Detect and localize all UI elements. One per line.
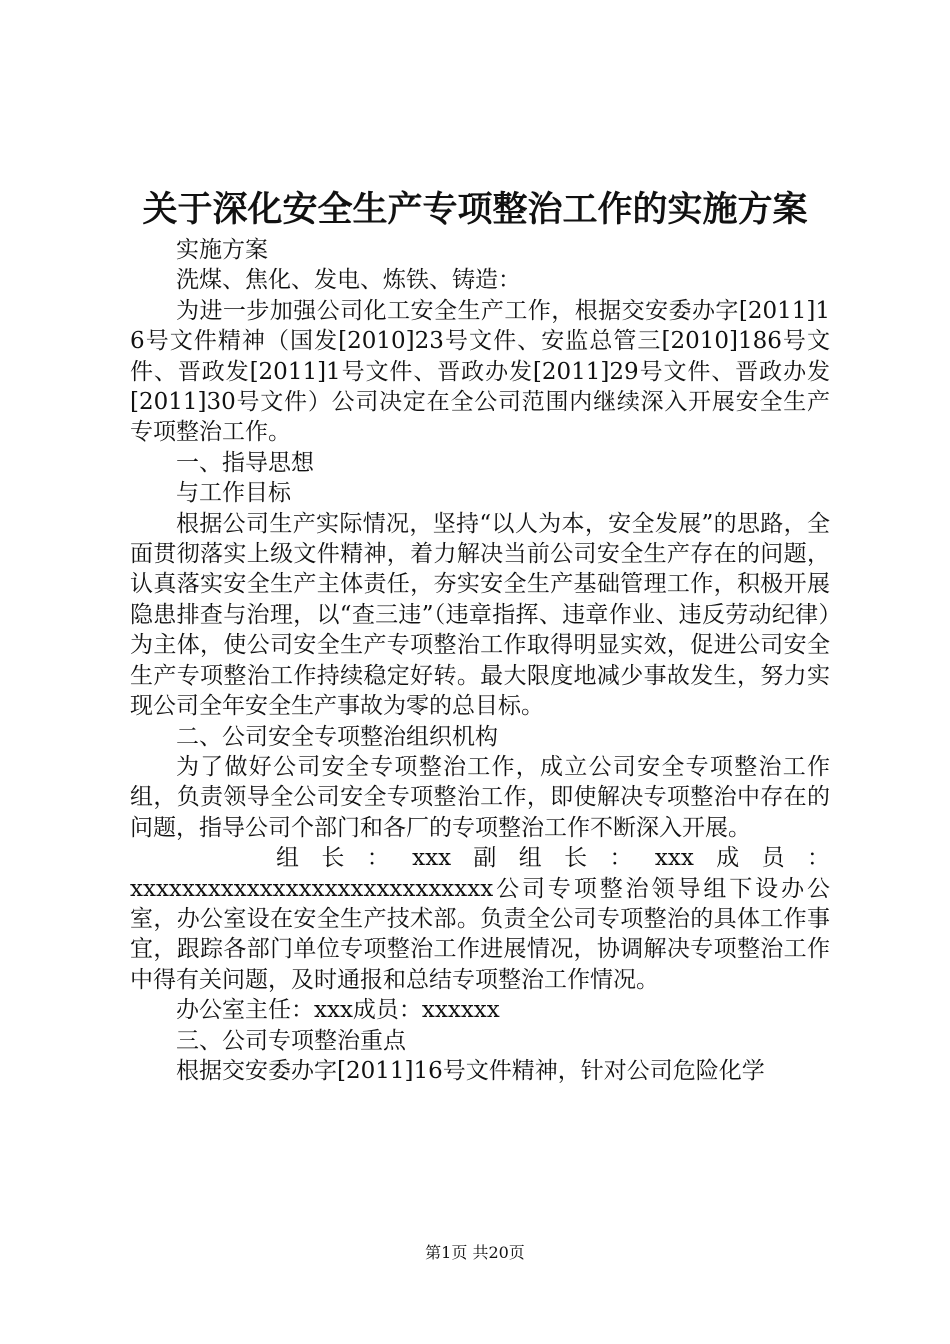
line-scheme: 实施方案: [176, 237, 268, 263]
paragraph-key-points: 根据交安委办字[2011]16号文件精神，针对公司危险化学: [176, 1057, 765, 1084]
page-footer: 第1页 共20页: [425, 1243, 525, 1262]
heading-guiding-thought: 一、指导思想: [176, 449, 314, 476]
document-title: 关于深化安全生产专项整治工作的实施方案: [142, 189, 808, 230]
line-office-director: 办公室主任：xxx成员：xxxxxx: [176, 997, 500, 1024]
role-char: 组: [518, 845, 542, 872]
role-char: 长: [321, 845, 345, 872]
role-char: xxx: [412, 845, 452, 872]
paragraph-organization: 为了做好公司安全专项整治工作，成立公司安全专项整治工作组，负责领导全公司安全专项整治工作，即使解决专项整治中存在的问题，指导公司个部门和各厂的专项整治工作不断深入开展。: [130, 753, 830, 841]
heading-key-points: 三、公司专项整治重点: [176, 1027, 406, 1054]
document-body: [130, 235, 830, 1086]
role-char: 长: [564, 845, 588, 872]
paragraph-goals: 根据公司生产实际情况，坚持“以人为本，安全发展”的思路，全面贯彻落实上级文件精神，着力解决当前公司安全生产存在的问题，认真落实安全生产主体责任，夯实安全生产基础管理工作，积极开展隐患排查与治理，以“查三违”（违章指挥、违章作业、违反劳动纪律）为主体，使公司安全生产专项整治工作取得明显实效，促进公司安全生产专项整治工作持续稳定好转。最大限度地减少事故发生，努力实现公司全年安全生产事故为零的总目标。: [130, 510, 830, 720]
line-addressees: 洗煤、焦化、发电、炼铁、铸造：: [176, 267, 521, 294]
role-char: ：: [366, 845, 390, 872]
role-char: 员: [761, 845, 785, 872]
heading-work-goal: 与工作目标: [176, 480, 291, 507]
paragraph-intro: 为进一步加强公司化工安全生产工作，根据交安委办字[2011]16号文件精神（国发[2010]23号文件、安监总管三[2010]186号文件、晋政发[2011]1号文件、晋政办发[2011]29号文件、晋政办发[2011]30号文件）公司决定在全公司范围内继续深入开展安全生产专项整治工作。: [130, 297, 830, 446]
team-roles-line: [130, 843, 830, 873]
role-char: ：: [806, 845, 830, 872]
role-char: xxx: [654, 845, 694, 872]
role-char: 副: [473, 845, 497, 872]
heading-organization: 二、公司安全专项整治组织机构: [176, 723, 498, 750]
paragraph-office: xxxxxxxxxxxxxxxxxxxxxxxxxxxx公司专项整治领导组下设办公室，办公室设在安全生产技术部。负责全公司专项整治的具体工作事宜，跟踪各部门单位专项整治工作进展情况，协调解决专项整治工作中得有关问题，及时通报和总结专项整治工作情况。: [130, 875, 830, 993]
role-char: ：: [609, 845, 633, 872]
role-char: 组: [276, 845, 299, 872]
role-char: 成: [716, 845, 740, 872]
